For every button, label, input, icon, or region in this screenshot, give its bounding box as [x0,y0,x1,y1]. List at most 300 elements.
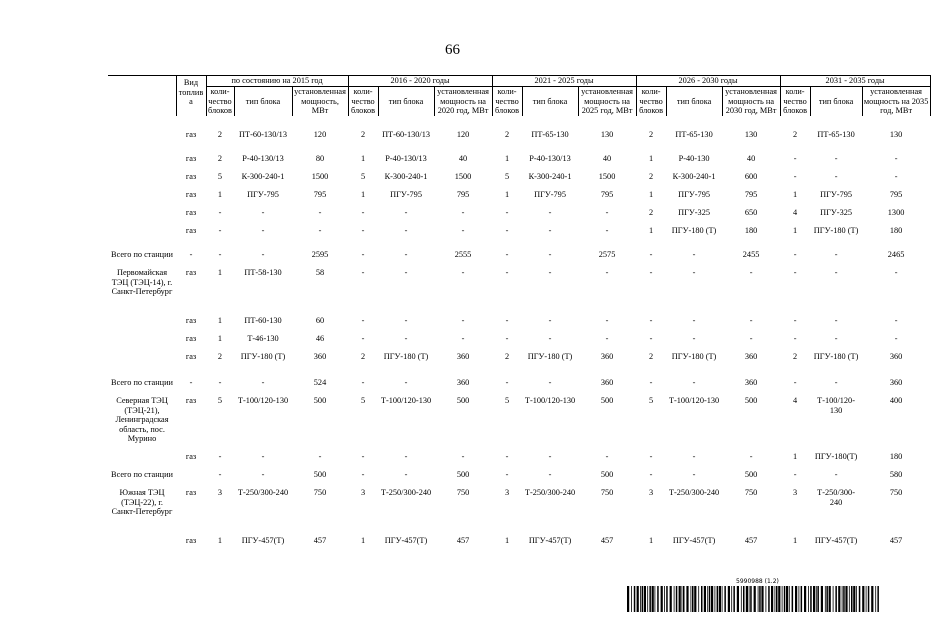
barcode-bar [652,586,654,612]
fuel-type: газ [185,154,197,163]
header-count: коли-чество блоков [206,87,234,117]
capacity: 360 [456,352,470,361]
unit-type: - [834,250,838,259]
unit-type: ПГУ-795 [820,190,853,199]
unit-count: 2 [217,154,223,163]
barcode-bar [676,586,678,612]
capacity: 750 [889,488,903,497]
barcode-bar [829,586,831,612]
barcode-bar [866,586,867,612]
unit-type: Т-250/300-240 [237,488,289,497]
unit-type: ПГУ-795 [247,190,279,199]
unit-type: ПТ-60-130/13 [382,130,430,139]
barcode-bar [761,586,763,612]
fuel-type: - [189,250,193,259]
plant-name: Всего по станции [111,378,173,387]
barcode-bar [682,586,683,612]
barcode-bar [826,586,828,612]
barcode-bar [640,586,641,612]
barcode-bar [862,586,864,612]
barcode-bar [825,586,826,612]
capacity: 120 [456,130,470,139]
capacity: - [461,452,465,461]
capacity: 360 [744,378,758,387]
barcode-bar [778,586,780,612]
unit-type: - [404,268,408,277]
unit-count: 3 [360,488,366,497]
unit-count: - [218,452,222,461]
unit-count: 2 [504,352,510,361]
unit-type: - [692,334,696,343]
fuel-type: газ [185,226,197,235]
unit-type: ПТ-58-130 [244,268,282,277]
table-row [108,172,930,190]
barcode-bar [766,586,767,612]
unit-count: 2 [793,352,798,361]
capacity: 650 [744,208,758,217]
unit-type: ПГУ-795 [678,190,710,199]
capacity: 795 [456,190,470,199]
capacity: 360 [889,378,903,387]
barcode-bar [719,586,721,612]
table-row [108,470,930,488]
unit-count: 1 [648,154,654,163]
barcode-bar [670,586,672,612]
unit-count: 1 [360,190,366,199]
unit-type: Т-250/300-240 [668,488,720,497]
fuel-type: газ [185,208,197,217]
barcode-bar [838,586,840,612]
capacity: 795 [889,190,903,199]
barcode-bar [817,586,819,612]
unit-count: - [361,378,365,387]
unit-count: - [793,250,797,259]
unit-count: 1 [504,154,510,163]
capacity: 750 [456,488,470,497]
barcode-bar [804,586,806,612]
barcode-bar [731,586,732,612]
table-row [108,316,930,334]
capacity: - [749,268,753,277]
unit-count: 5 [217,172,223,181]
capacity: 750 [600,488,614,497]
capacity: 130 [889,130,903,139]
unit-type: ПГУ-457(Т) [528,536,572,545]
unit-count: - [793,470,797,479]
header-capacity: установленная мощность на 2025 год, МВт [578,87,636,117]
unit-type: - [261,452,265,461]
plant-name [108,316,176,334]
fuel-type: газ [185,130,197,139]
capacity: 2465 [887,250,905,259]
capacity: 360 [600,352,614,361]
header-period: 2016 - 2020 годы [348,76,492,87]
fuel-type: газ [185,452,197,461]
unit-count: 1 [217,268,223,277]
unit-count: 5 [217,396,223,405]
unit-type: ПГУ-180 (Т) [671,226,717,235]
capacity: 500 [744,470,758,479]
capacity: 40 [746,154,756,163]
unit-type: ПГУ-457(Т) [672,536,716,545]
table-row [108,488,930,536]
barcode-bar [795,586,797,612]
capacity: 500 [600,470,614,479]
plant-name: Всего по станции [111,250,173,259]
capacity: 46 [315,334,325,343]
capacity: - [605,452,609,461]
plant-name [108,172,176,190]
barcode-bar [816,586,817,612]
unit-count: 1 [648,190,654,199]
unit-type: - [261,208,265,217]
unit-count: - [793,154,797,163]
barcode-bar [717,586,719,612]
capacity: 750 [744,488,758,497]
barcode-bar [657,586,659,612]
unit-type: - [834,334,838,343]
table-row [108,378,930,396]
barcode-bar [743,586,745,612]
unit-count: - [505,470,509,479]
barcode-bar [759,586,761,612]
capacity: 360 [313,352,327,361]
unit-count: 5 [504,396,510,405]
header-type: тип блока [522,87,578,117]
capacity: 180 [744,226,758,235]
unit-type: - [261,226,265,235]
capacity: 457 [313,536,327,545]
unit-count: 2 [648,352,654,361]
unit-type: ПГУ-180 (Т) [813,352,859,361]
fuel-type: газ [185,172,197,181]
unit-type: ПГУ-457(Т) [241,536,285,545]
unit-type: Р-40-130/13 [385,154,427,163]
unit-count: 4 [793,208,798,217]
unit-count: - [218,250,222,259]
unit-count: - [505,268,509,277]
unit-type: - [261,470,265,479]
unit-type: Т-100/120-130 [668,396,720,405]
table-row [108,536,930,554]
header-type: тип блока [378,87,434,117]
unit-type: ПГУ-180(Т) [814,452,858,461]
capacity: 600 [744,172,758,181]
barcode-bar [799,586,800,612]
unit-count: 5 [648,396,654,405]
unit-type: ПТ-65-130 [675,130,713,139]
capacity: 180 [889,226,903,235]
unit-count: - [649,452,653,461]
barcode-bar [833,586,834,612]
unit-type: - [548,226,552,235]
unit-type: ПГУ-457(Т) [384,536,428,545]
header-period: 2031 - 2035 годы [780,76,930,87]
table-row [108,226,930,250]
unit-type: ПГУ-325 [678,208,710,217]
barcode-bar [722,586,723,612]
table-row [108,208,930,226]
capacity: - [605,226,609,235]
barcode-bar [637,586,639,612]
unit-type: - [692,470,696,479]
unit-count: - [649,250,653,259]
unit-type: - [548,268,552,277]
barcode-bar [775,586,776,612]
unit-count: 3 [793,488,798,497]
unit-count: 5 [360,172,366,181]
unit-count: 3 [648,488,654,497]
capacity: - [605,268,609,277]
capacity: 40 [458,154,468,163]
unit-type: - [548,316,552,325]
table-row [108,334,930,352]
unit-type: - [261,250,265,259]
capacity: 500 [744,396,758,405]
unit-type: - [548,452,552,461]
unit-type: - [404,452,408,461]
unit-count: - [218,208,222,217]
capacity: 120 [313,130,327,139]
unit-count: - [505,250,509,259]
fuel-type: газ [185,352,197,361]
barcode-bar [737,586,739,612]
table-row [108,396,930,452]
unit-count: 3 [217,488,223,497]
unit-type: ПГУ-180 (Т) [527,352,573,361]
capacity: - [461,316,465,325]
unit-count: 1 [360,536,366,545]
capacity: 1500 [454,172,472,181]
unit-count: 2 [648,130,654,139]
capacity: 40 [602,154,612,163]
capacity: 130 [600,130,614,139]
unit-type: ПГУ-180 (Т) [240,352,286,361]
unit-count: 3 [504,488,510,497]
plant-name [108,208,176,226]
unit-type: - [834,172,838,181]
header-period: 2021 - 2025 годы [492,76,636,87]
barcode-bar [701,586,703,612]
capacity: 80 [315,154,325,163]
table-row [108,130,930,154]
unit-type: - [692,316,696,325]
capacity: - [318,208,322,217]
capacity: 457 [600,536,614,545]
unit-type: ПГУ-795 [534,190,566,199]
unit-count: 1 [504,536,510,545]
capacity: 180 [889,452,903,461]
unit-type: ПГУ-795 [390,190,422,199]
barcode-bar [808,586,809,612]
plant-name [108,536,176,554]
barcode-bar [692,586,694,612]
unit-type: - [834,378,838,387]
barcode-bar [849,586,850,612]
header-period: 2026 - 2030 годы [636,76,780,87]
barcode-bar [733,586,735,612]
table-row [108,352,930,378]
unit-count: - [361,452,365,461]
unit-type: - [404,378,408,387]
barcode-bar [853,586,855,612]
unit-count: - [361,250,365,259]
barcode-bar [631,586,632,612]
unit-type: - [548,334,552,343]
plant-name: Всего по станции [111,470,173,479]
plant-name: Северная ТЭЦ (ТЭЦ-21), Ленинградская область, пос. Мурино [115,396,169,444]
barcode-bar [845,586,847,612]
barcode-bar [694,586,696,612]
unit-count: 2 [648,172,654,181]
unit-type: ПГУ-180 (Т) [813,226,859,235]
barcode-bar [647,586,648,612]
unit-count: - [505,208,509,217]
barcode-bar [709,586,711,612]
unit-type: - [404,316,408,325]
fuel-type [176,470,206,488]
header-type: тип блока [234,87,292,117]
barcode-bar [642,586,644,612]
plant-name [108,334,176,352]
unit-type: ПГУ-180 (Т) [383,352,429,361]
barcode-bar [843,586,845,612]
unit-type: ПГУ-457(Т) [814,536,858,545]
plant-name [108,130,176,154]
unit-type: Т-100/120-130 [237,396,289,405]
capacity: 580 [889,470,903,479]
unit-count: 5 [360,396,366,405]
capacity: 2555 [454,250,472,259]
unit-count: - [793,172,797,181]
header-sub-row [108,87,930,117]
fuel-type: газ [185,396,197,405]
header-capacity: установленная мощность, МВт [292,87,348,117]
header-type: тип блока [666,87,722,117]
capacity-table [108,75,931,554]
capacity: - [461,208,465,217]
unit-count: - [361,334,365,343]
header-count: коли-чество блоков [492,87,522,117]
unit-type: ПТ-65-130 [817,130,855,139]
barcode-bar [821,586,823,612]
unit-count: - [649,334,653,343]
barcode-bar [877,586,879,612]
barcode-bar [655,586,656,612]
unit-count: 1 [504,190,510,199]
unit-type: ПТ-60-130 [244,316,282,325]
capacity: 360 [600,378,614,387]
barcode-bar [649,586,651,612]
plant-name [108,154,176,172]
unit-count: - [218,226,222,235]
header-type: тип блока [810,87,862,117]
table-row [108,268,930,316]
capacity: 360 [889,352,903,361]
unit-type: - [404,226,408,235]
capacity: - [894,154,898,163]
unit-type: - [834,268,838,277]
header-period: по состоянию на 2015 год [206,76,348,87]
unit-type: - [548,208,552,217]
unit-count: 2 [648,208,654,217]
capacity: - [461,268,465,277]
barcode-bar [749,586,750,612]
unit-count: 1 [793,452,798,461]
unit-type: - [834,470,838,479]
unit-count: - [793,316,797,325]
barcode-bar [666,586,668,612]
unit-type: - [692,250,696,259]
unit-count: 2 [793,130,798,139]
capacity: 750 [313,488,327,497]
capacity: 524 [313,378,327,387]
unit-count: 2 [217,130,223,139]
table-row [108,452,930,470]
unit-count: - [649,316,653,325]
unit-count: 5 [504,172,510,181]
capacity: 60 [315,316,325,325]
page-number: 66 [445,42,460,58]
table-row [108,250,930,268]
unit-type: Т-250/300-240 [817,488,855,507]
unit-count: 1 [217,316,223,325]
capacity: 130 [744,130,758,139]
capacity: 1500 [598,172,616,181]
unit-type: - [692,268,696,277]
capacity: - [749,316,753,325]
barcode-bar [786,586,788,612]
unit-count: 1 [648,226,654,235]
unit-type: Т-250/300-240 [380,488,432,497]
unit-type: К-300-240-1 [384,172,428,181]
capacity: - [605,208,609,217]
capacity: 500 [313,396,327,405]
header-fuel-type: Вид топлива [176,76,206,117]
unit-count: 2 [217,352,223,361]
capacity: 795 [744,190,758,199]
capacity: - [605,316,609,325]
unit-count: 1 [793,190,798,199]
unit-type: - [548,470,552,479]
unit-count: 2 [504,130,510,139]
capacity: - [605,334,609,343]
barcode-bar [691,586,692,612]
barcode-bar [784,586,786,612]
header-count: коли-чество блоков [348,87,378,117]
unit-count: - [361,268,365,277]
barcode-bar [792,586,794,612]
unit-type: - [261,378,265,387]
barcode-bar [634,586,636,612]
unit-count: - [505,316,509,325]
unit-type: ПТ-60-130/13 [239,130,287,139]
unit-type: Т-100/120-130 [380,396,432,405]
barcode-bar [664,586,665,612]
barcode-bar [771,586,773,612]
capacity: 500 [456,470,470,479]
unit-type: Р-40-130/13 [242,154,284,163]
capacity: - [749,452,753,461]
capacity: 500 [313,470,327,479]
barcode-bar [776,586,778,612]
table-row [108,154,930,172]
fuel-type: газ [185,488,197,497]
unit-count: 1 [217,334,223,343]
capacity: 2455 [742,250,760,259]
barcode-bar [871,586,873,612]
unit-count: 4 [793,396,798,405]
